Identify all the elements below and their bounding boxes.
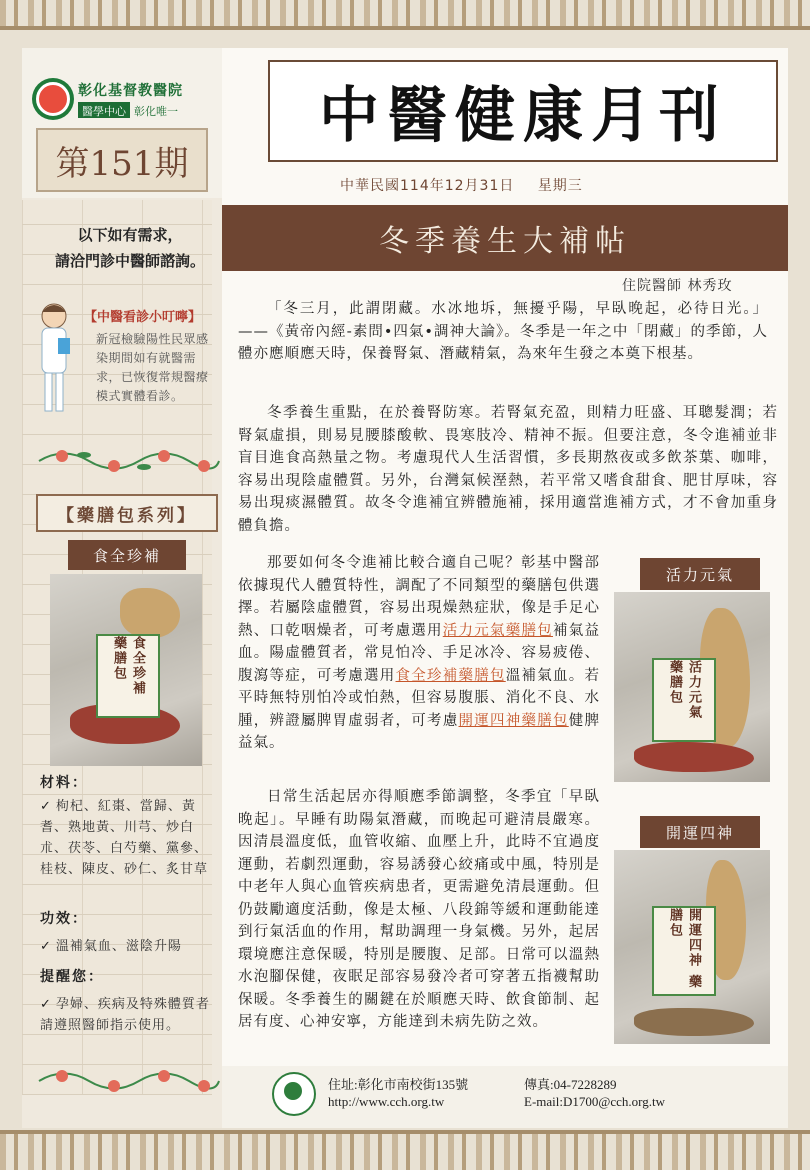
paragraph-1: 「冬三月，此謂閉藏。水冰地坼，無擾乎陽，早臥晚起，必待日光。」——《黃帝內經-素問•四氣•調神大論》。冬季是一年之中「閉藏」的季節，人體亦應順應天時，保養腎氣、潛藏精氣，為來年生發之本奠下根基。 xyxy=(238,301,768,362)
footer-website-link[interactable]: http://www.cch.org.tw xyxy=(328,1094,445,1109)
product-label-3: 開運四神 藥膳包 xyxy=(652,906,716,996)
product-package-1 xyxy=(50,574,202,766)
ingredients-text xyxy=(40,796,210,880)
issue-date: 中華民國114年12月31日 xyxy=(340,178,515,194)
product-tag-1: 食全珍補 xyxy=(68,540,186,570)
product-label-2: 活力元氣 藥膳包 xyxy=(652,658,716,742)
paragraph-2: 冬季養生重點，在於養腎防寒。若腎氣充盈，則精力旺盛、耳聰髮潤；若腎氣虛損，則易見腰膝酸軟、畏寒肢冷、精神不振。但要注意，冬令進補並非盲目進食高熱量之物。考慮現代人生活習慣，多長期熬夜或多飲茶葉、咖啡，容易出現陰虛體質。另外，台灣氣候溼熱，若平常又嗜食甜食、肥甘厚味，容易出現痰濕體質。故冬令進補宜辨體施補，採用適當進補方式，才不會加重身體負擔。 xyxy=(238,405,778,534)
product-package-2 xyxy=(614,592,770,782)
product-label-1: 食全珍補 藥膳包 xyxy=(96,634,160,718)
top-decorative-border xyxy=(0,0,810,30)
herb-image xyxy=(634,742,754,772)
article-headline: 冬季養生大補帖 xyxy=(222,205,788,271)
consult-notice xyxy=(40,222,220,274)
tip-body: 新冠檢驗陽性民眾感染期間如有就醫需求，已恢復常規醫療模式實體看診。 xyxy=(96,332,209,403)
floral-vine-divider-icon xyxy=(34,446,224,476)
issue-number: 第151期 xyxy=(36,128,208,192)
masthead-title: 中醫健康月刊 xyxy=(268,60,778,162)
footer-fax: 傳真:04-7228289 xyxy=(524,1077,617,1092)
herb-image xyxy=(634,1008,754,1036)
herb-image xyxy=(120,588,180,638)
issue-weekday: 星期三 xyxy=(537,178,583,194)
dateline xyxy=(340,175,583,195)
consult-notice-line-1: 以下如有需求， xyxy=(77,226,183,244)
reminder-value: 孕婦、疾病及特殊體質者請遵照醫師指示使用。 xyxy=(40,997,210,1033)
hospital-sub-text: 彰化唯一 xyxy=(134,105,178,118)
reminder-heading: 提醒您： xyxy=(40,969,104,985)
hospital-name: 彰化基督教醫院 xyxy=(78,83,183,99)
hospital-logo-block xyxy=(32,78,222,128)
effects-value: 溫補氣血、滋陰升陽 xyxy=(55,939,182,954)
paragraph-3-part-a: 那要如何冬令進補比較合適自己呢？彰基中醫部依據現代人體質特性，調配了不同類型的藥膳包供選擇。若屬陰虛體質，容易出現燥熱症狀，像是手足心熱、口乾咽燥者，可考慮選用 xyxy=(238,555,600,639)
footer-email-link[interactable]: E-mail:D1700@cch.org.tw xyxy=(524,1094,665,1109)
paragraph-3-part-b: 補氣益血。陽虛體質者，常見怕冷、手足冰冷、容易疲倦、腹瀉等症，可考慮選用 xyxy=(238,622,600,684)
footer-hospital-logo-icon xyxy=(272,1072,316,1116)
highlight-four-gods-pack: 開運四神藥膳包 xyxy=(458,712,569,729)
ingredients-heading: 材料： xyxy=(40,775,88,791)
article-byline: 住院醫師 林秀玫 xyxy=(622,278,733,294)
highlight-tonic-pack: 食全珍補藥膳包 xyxy=(395,667,506,684)
effects-heading: 功效： xyxy=(40,911,88,927)
bottom-decorative-border xyxy=(0,1130,810,1170)
floral-vine-divider-bottom-icon xyxy=(34,1066,224,1096)
consult-notice-line-2: 請洽門診中醫師諮詢。 xyxy=(54,252,205,270)
checkmark-icon: ✓ xyxy=(40,939,52,954)
paragraph-3 xyxy=(238,552,600,755)
checkmark-icon: ✓ xyxy=(40,997,52,1012)
product-tag-3: 開運四神 xyxy=(640,816,760,848)
series-title: 【藥膳包系列】 xyxy=(36,494,218,532)
hospital-logo-icon xyxy=(32,78,74,120)
highlight-vitality-pack: 活力元氣藥膳包 xyxy=(442,622,553,639)
paragraph-3-part-c: 溫補氣血。若平時無特別怕冷或怕熱，但容易腹脹、消化不良、水腫，辨證屬脾胃虛弱者，可考慮 xyxy=(238,667,600,729)
product-tag-2: 活力元氣 xyxy=(640,558,760,590)
hospital-sub-box: 醫學中心 xyxy=(78,102,130,118)
hospital-subtitle xyxy=(78,102,182,118)
nurse-illustration-icon xyxy=(34,298,74,418)
product-package-3 xyxy=(614,850,770,1044)
paragraph-4: 日常生活起居亦得順應季節調整，冬季宜「早臥晚起」。早睡有助陽氣潛藏，而晚起可避清晨嚴寒。因清晨溫度低，血管收縮、血壓上升，此時不宜過度運動，若劇烈運動，容易誘發心絞痛或中風，特別是中老年人與心血管疾病患者，更需避免清晨運動。但仍鼓勵適度活動，像是太極、八段錦等緩和運動能達到行氣活血的作用，幫助調理一身氣機。另外，起居環境應注意保暖，特別是腰腹、足部。日常可以溫熱水泡腳保健，夜眠足部容易發冷者可穿著五指襪幫助保暖。冬季養生的關鍵在於順應天時、飲食節制、起居有度、心神安寧，方能達到未病先防之效。 xyxy=(238,789,600,1030)
paragraph-3-part-d: 健脾益氣。 xyxy=(238,712,600,751)
tip-title: 【中醫看診小叮嚀】 xyxy=(84,310,202,325)
ingredients-value: 枸杞、紅棗、當歸、黃耆、熟地黃、川芎、炒白朮、茯苓、白芍藥、黨參、桂枝、陳皮、砂仁、炙甘草 xyxy=(40,799,209,877)
effects-text xyxy=(40,936,210,957)
reminder-text xyxy=(40,994,210,1036)
checkmark-icon: ✓ xyxy=(40,799,52,814)
footer-address: 住址:彰化市南校街135號 xyxy=(328,1077,469,1092)
